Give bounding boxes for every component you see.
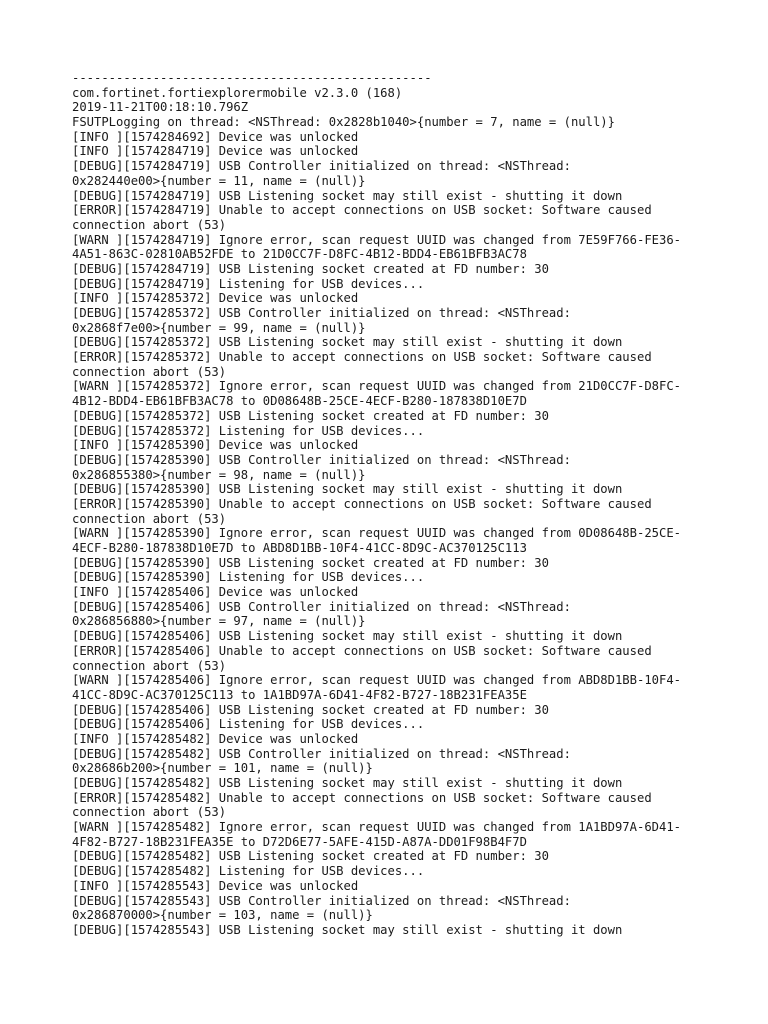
log-line: com.fortinet.fortiexplorermobile v2.3.0 (168) — [72, 85, 403, 100]
log-line: 4F82-B727-18B231FEA35E to D72D6E77-5AFE-415D-A87A-DD01F98B4F7D — [72, 834, 527, 849]
log-line: [DEBUG][1574284719] USB Listening socket may still exist - shutting it down — [72, 188, 623, 203]
log-line: [DEBUG][1574285482] USB Listening socket may still exist - shutting it down — [72, 776, 623, 790]
log-line: [DEBUG][1574285372] Listening for USB devices... — [72, 423, 425, 438]
log-line: 0x282440e00>{number = 11, name = (null)} — [72, 173, 366, 188]
log-text — [72, 71, 712, 938]
log-line: [DEBUG][1574285372] USB Controller initialized on thread: <NSThread: — [72, 306, 571, 320]
log-line: 0x2868f7e00>{number = 99, name = (null)} — [72, 320, 366, 335]
log-line: [DEBUG][1574284719] USB Listening socket created at FD number: 30 — [72, 261, 549, 276]
log-line: [DEBUG][1574285372] USB Listening socket created at FD number: 30 — [72, 408, 549, 423]
log-line: [DEBUG][1574285543] USB Listening socket may still exist - shutting it down — [72, 922, 623, 937]
log-line: [DEBUG][1574285482] Listening for USB devices... — [72, 864, 425, 879]
log-line: [DEBUG][1574285390] USB Listening socket created at FD number: 30 — [72, 555, 549, 570]
log-line: [DEBUG][1574285390] USB Listening socket may still exist - shutting it down — [72, 482, 623, 497]
log-line: [DEBUG][1574285390] Listening for USB devices... — [72, 570, 425, 585]
log-line: 41CC-8D9C-AC370125C113 to 1A1BD97A-6D41-4F82-B727-18B231FEA35E — [72, 687, 527, 702]
log-line: connection abort (53) — [72, 364, 227, 379]
log-line: [ERROR][1574284719] Unable to accept connections on USB socket: Software caused — [72, 203, 652, 218]
log-line: 4B12-BDD4-EB61BFB3AC78 to 0D08648B-25CE-4ECF-B280-187838D10E7D — [72, 394, 527, 409]
log-line: connection abort (53) — [72, 511, 227, 526]
log-line: [WARN ][1574285482] Ignore error, scan request UUID was changed from 1A1BD97A-6D41- — [72, 820, 682, 835]
log-line: [INFO ][1574285543] Device was unlocked — [72, 878, 359, 893]
log-line: [DEBUG][1574285406] USB Listening socket may still exist - shutting it down — [72, 629, 623, 644]
log-line: [WARN ][1574284719] Ignore error, scan request UUID was changed from 7E59F766-FE36- — [72, 232, 682, 247]
log-line: [DEBUG][1574285372] USB Listening socket may still exist - shutting it down — [72, 335, 623, 350]
log-line: [INFO ][1574284719] Device was unlocked — [72, 144, 359, 159]
log-line: connection abort (53) — [72, 658, 227, 673]
log-line: connection abort (53) — [72, 805, 227, 820]
log-line: [ERROR][1574285406] Unable to accept connections on USB socket: Software caused — [72, 643, 652, 658]
log-line: [INFO ][1574285390] Device was unlocked — [72, 438, 359, 453]
log-line: [DEBUG][1574285482] USB Controller initialized on thread: <NSThread: — [72, 746, 571, 761]
log-line: ------------------------------------------------- — [72, 71, 432, 85]
log-line: [DEBUG][1574285406] USB Listening socket created at FD number: 30 — [72, 702, 549, 717]
log-line: 2019-11-21T00:18:10.796Z — [72, 100, 249, 115]
log-line: [DEBUG][1574284719] Listening for USB devices... — [72, 276, 425, 291]
log-line: [ERROR][1574285482] Unable to accept connections on USB socket: Software caused — [72, 790, 652, 805]
log-line: [DEBUG][1574285543] USB Controller initialized on thread: <NSThread: — [72, 893, 571, 908]
log-line: [DEBUG][1574285406] Listening for USB devices... — [72, 717, 425, 732]
log-line: 0x286870000>{number = 103, name = (null)} — [72, 908, 373, 923]
log-line: 4A51-863C-02810AB52FDE to 21D0CC7F-D8FC-4B12-BDD4-EB61BFB3AC78 — [72, 247, 527, 262]
log-line: [INFO ][1574284692] Device was unlocked — [72, 129, 359, 144]
log-line: [DEBUG][1574285406] USB Controller initialized on thread: <NSThread: — [72, 599, 571, 614]
log-line: 0x286855380>{number = 98, name = (null)} — [72, 467, 366, 482]
log-line: FSUTPLogging on thread: <NSThread: 0x2828b1040>{number = 7, name = (null)} — [72, 115, 615, 130]
log-line: [WARN ][1574285406] Ignore error, scan request UUID was changed from ABD8D1BB-10F4- — [72, 673, 682, 688]
log-line: [DEBUG][1574285482] USB Listening socket created at FD number: 30 — [72, 849, 549, 864]
log-line: [INFO ][1574285372] Device was unlocked — [72, 291, 359, 306]
log-line: [DEBUG][1574285390] USB Controller initialized on thread: <NSThread: — [72, 452, 571, 467]
log-line: [INFO ][1574285482] Device was unlocked — [72, 731, 359, 746]
log-line: 0x286856880>{number = 97, name = (null)} — [72, 614, 366, 629]
log-line: [WARN ][1574285372] Ignore error, scan request UUID was changed from 21D0CC7F-D8FC- — [72, 379, 682, 394]
log-line: [INFO ][1574285406] Device was unlocked — [72, 585, 359, 600]
log-line: connection abort (53) — [72, 217, 227, 232]
log-line: [ERROR][1574285372] Unable to accept connections on USB socket: Software caused — [72, 350, 652, 365]
log-line: [WARN ][1574285390] Ignore error, scan request UUID was changed from 0D08648B-25CE- — [72, 526, 682, 541]
log-line: 0x28686b200>{number = 101, name = (null)} — [72, 761, 373, 776]
log-line: [ERROR][1574285390] Unable to accept connections on USB socket: Software caused — [72, 496, 652, 511]
log-line: 4ECF-B280-187838D10E7D to ABD8D1BB-10F4-41CC-8D9C-AC370125C113 — [72, 541, 527, 555]
log-line: [DEBUG][1574284719] USB Controller initialized on thread: <NSThread: — [72, 159, 571, 174]
